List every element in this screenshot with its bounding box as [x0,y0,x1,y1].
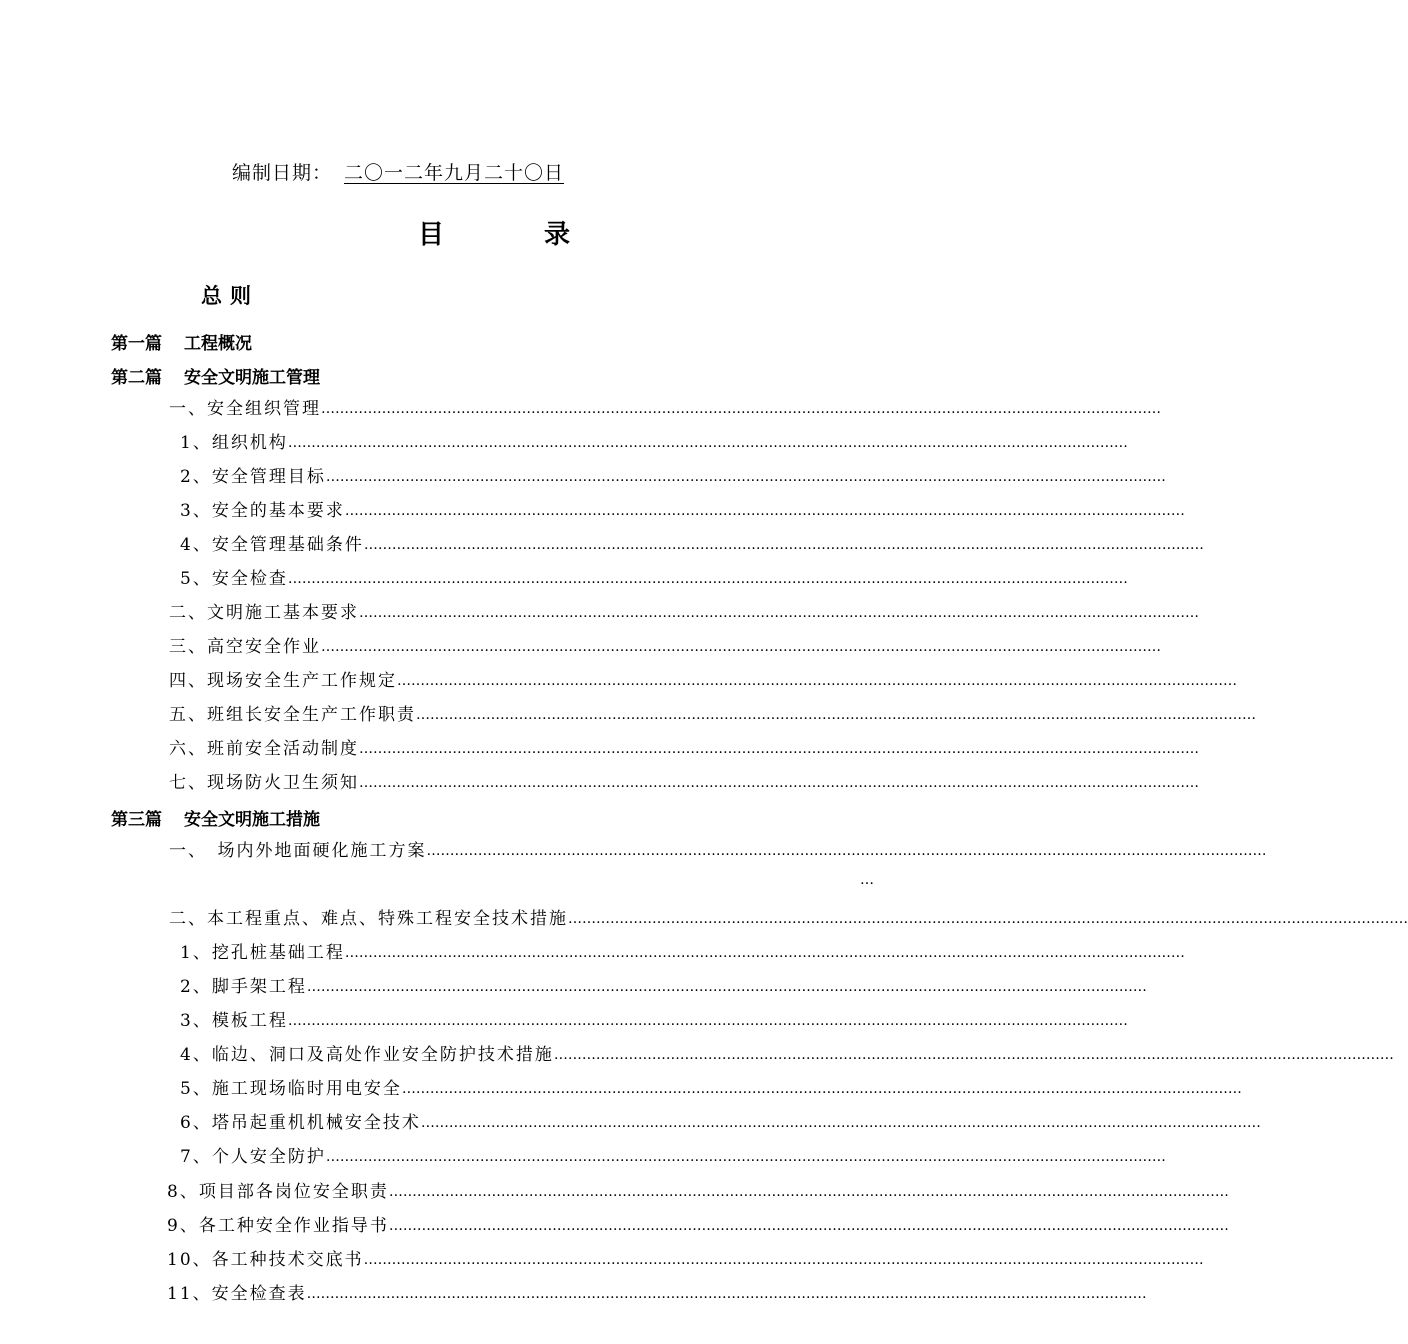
dot-leader-overflow: … [860,872,874,888]
compile-date [232,158,566,185]
date-label: 编制日期： [232,162,333,184]
dot-leader: ……………………………………………………………………………………………………………………………………………………………… [287,435,1128,451]
toc-entry[interactable]: 8、项目部各岗位安全职责 ……………………………………………………………………………………………………………………………………………………………… [167,1182,1229,1202]
dot-leader: ……………………………………………………………………………………………………………………………………………………………… [416,707,1256,723]
toc-title-char-2: 录 [544,220,571,250]
toc-entry[interactable]: 六、班前安全活动制度 ……………………………………………………………………………………………………………………………………………………………… [169,739,1199,759]
toc-entry[interactable]: 5、安全检查 ……………………………………………………………………………………………………………………………………………………………… [180,569,1128,589]
toc-entry[interactable]: 7、个人安全防护 ……………………………………………………………………………………………………………………………………………………………… [180,1147,1166,1167]
dot-leader: ……………………………………………………………………………………………………………………………………………………………… [344,503,1185,519]
toc-entry[interactable]: 3、模板工程 ……………………………………………………………………………………………………………………………………………………………… [180,1011,1128,1031]
dot-leader: ……………………………………………………………………………………………………………………………………………………………… [344,945,1185,961]
toc-entry[interactable]: 2、安全管理目标 ……………………………………………………………………………………………………………………………………………………………… [180,467,1166,487]
dot-leader: ……………………………………………………………………………………………………………………………………………………………… [388,1218,1229,1234]
toc-entry[interactable]: 七、现场防火卫生须知 ……………………………………………………………………………………………………………………………………………………………… [169,773,1199,793]
dot-leader: ……………………………………………………………………………………………………………………………………………………………… [287,1013,1128,1029]
toc-entry[interactable]: 二、文明施工基本要求 ……………………………………………………………………………………………………………………………………………………………… [169,603,1199,623]
toc-entry[interactable]: 三、高空安全作业 ……………………………………………………………………………………………………………………………………………………………… [169,637,1161,657]
dot-leader: ……………………………………………………………………………………………………………………………………………………………… [553,1047,1394,1063]
dot-leader: ……………………………………………………………………………………………………………………………………………………………… [420,1115,1261,1131]
dot-leader: ……………………………………………………………………………………………………………………………………………………………… [359,605,1199,621]
toc-entry[interactable]: 6、塔吊起重机机械安全技术 ……………………………………………………………………………………………………………………………………………………………… [180,1113,1261,1133]
toc-entry[interactable]: 5、施工现场临时用电安全 ……………………………………………………………………………………………………………………………………………………………… [180,1079,1242,1099]
date-value: 二〇一二年九月二十〇日 [344,162,565,184]
toc-entry[interactable]: 一、安全组织管理 ……………………………………………………………………………………………………………………………………………………………… [169,399,1161,419]
part-label: 第三篇 [111,810,162,830]
toc-entry[interactable]: 一、 场内外地面硬化施工方案 ……………………………………………………………………………………………………………………………………………………………… [169,841,1267,861]
toc-entry[interactable]: 1、组织机构 ……………………………………………………………………………………………………………………………………………………………… [180,433,1128,453]
dot-leader: ……………………………………………………………………………………………………………………………………………………………… [306,979,1147,995]
part-name: 安全文明施工管理 [184,368,320,388]
part-name: 安全文明施工措施 [184,810,320,830]
dot-leader: ……………………………………………………………………………………………………………………………………………………………… [287,571,1128,587]
dot-leader: ……………………………………………………………………………………………………………………………………………………………… [363,1252,1204,1268]
dot-leader: ……………………………………………………………………………………………………………………………………………………………… [397,673,1237,689]
toc-part-2[interactable] [111,363,320,388]
toc-entry[interactable]: 4、安全管理基础条件 ……………………………………………………………………………………………………………………………………………………………… [180,535,1204,555]
toc-entry[interactable]: 1、挖孔桩基础工程 ……………………………………………………………………………………………………………………………………………………………… [180,943,1185,963]
dot-leader: ……………………………………………………………………………………………………………………………………………………………… [388,1184,1229,1200]
toc-entry[interactable]: 9、各工种安全作业指导书 ……………………………………………………………………………………………………………………………………………………………… [167,1216,1229,1236]
toc-entry[interactable]: 3、安全的基本要求 ……………………………………………………………………………………………………………………………………………………………… [180,501,1185,521]
dot-leader: ……………………………………………………………………………………………………………………………………………………………… [426,843,1267,859]
dot-leader: ……………………………………………………………………………………………………………………………………………………………… [325,1149,1166,1165]
toc-general: 总则 [201,283,259,308]
dot-leader: ……………………………………………………………………………………………………………………………………………………………… [321,401,1161,417]
toc-part-3[interactable] [111,805,320,830]
toc-entry[interactable]: 五、班组长安全生产工作职责 ……………………………………………………………………………………………………………………………………………………………… [169,705,1256,725]
dot-leader: ……………………………………………………………………………………………………………………………………………………………… [306,1286,1147,1302]
dot-leader: ……………………………………………………………………………………………………………………………………………………………… [363,537,1204,553]
dot-leader: ……………………………………………………………………………………………………………………………………………………………… [568,911,1408,927]
part-name: 工程概况 [184,334,252,354]
toc-part-1[interactable] [111,329,252,354]
toc-entry[interactable]: 2、脚手架工程 ……………………………………………………………………………………………………………………………………………………………… [180,977,1147,997]
toc-entry[interactable]: 二、本工程重点、难点、特殊工程安全技术措施 ……………………………………………………………………………………………………………………………………………………………… [169,909,1408,929]
dot-leader: ……………………………………………………………………………………………………………………………………………………………… [321,639,1161,655]
dot-leader: ……………………………………………………………………………………………………………………………………………………………… [359,741,1199,757]
dot-leader: ……………………………………………………………………………………………………………………………………………………………… [401,1081,1242,1097]
toc-entry[interactable]: 10、各工种技术交底书 ……………………………………………………………………………………………………………………………………………………………… [167,1250,1204,1270]
toc-title-char-1: 目 [418,220,445,250]
dot-leader: ……………………………………………………………………………………………………………………………………………………………… [359,775,1199,791]
toc-entry[interactable]: 4、临边、洞口及高处作业安全防护技术措施 ……………………………………………………………………………………………………………………………………………………………… [180,1045,1394,1065]
part-label: 第一篇 [111,334,162,354]
toc-entry[interactable]: 11、安全检查表 ……………………………………………………………………………………………………………………………………………………………… [167,1284,1147,1304]
toc-title [418,214,570,251]
part-label: 第二篇 [111,368,162,388]
toc-entry[interactable]: 四、现场安全生产工作规定 ……………………………………………………………………………………………………………………………………………………………… [169,671,1237,691]
dot-leader: ……………………………………………………………………………………………………………………………………………………………… [325,469,1166,485]
